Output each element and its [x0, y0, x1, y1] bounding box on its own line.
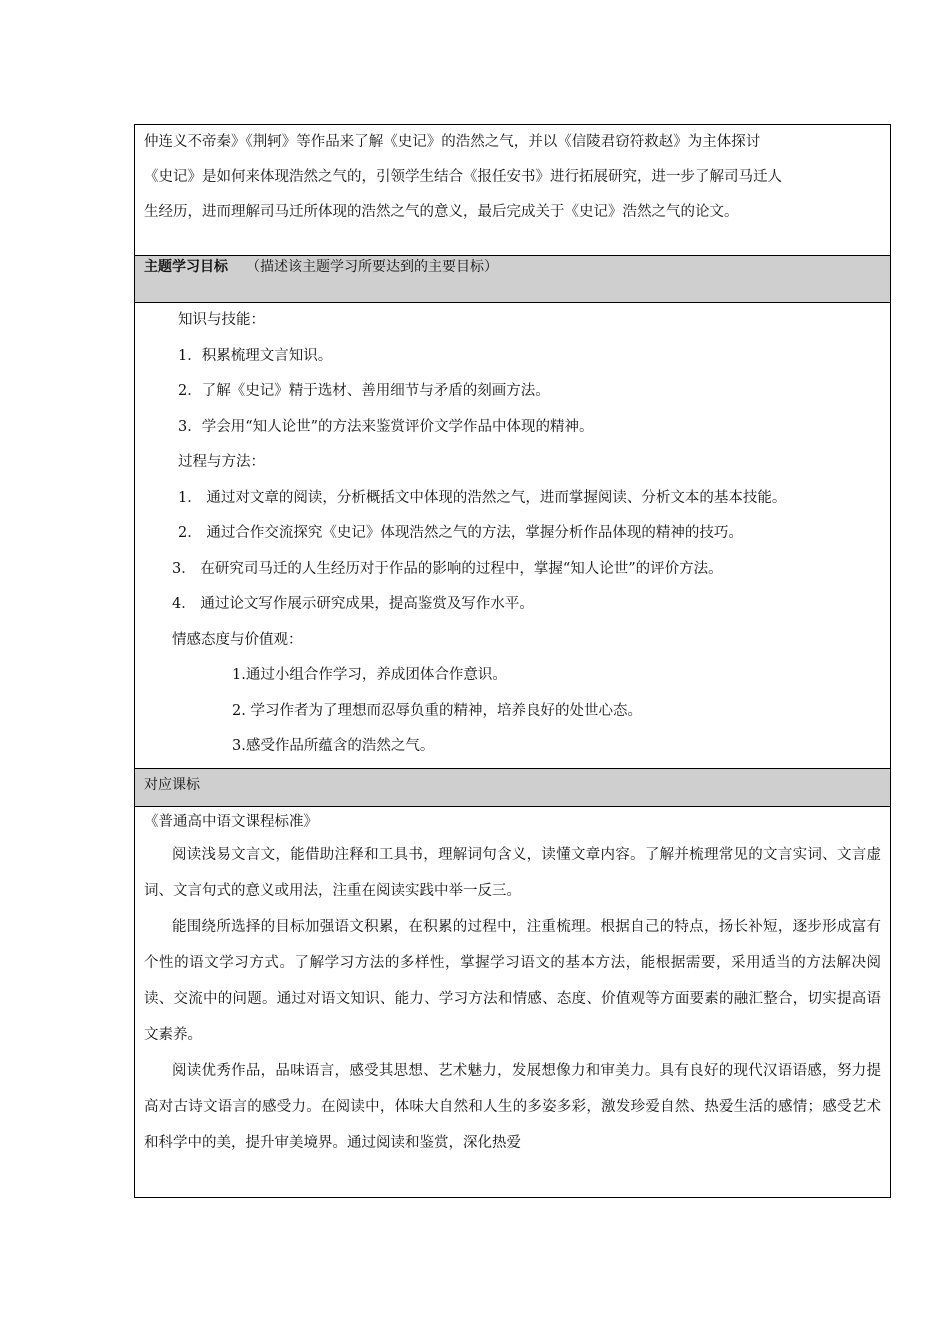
emotion-item: 1.通过小组合作学习，养成团体合作意识。	[232, 667, 507, 683]
process-item: 4． 通过论文写作展示研究成果，提高鉴赏及写作水平。	[172, 596, 534, 612]
standards-title: 对应课标	[144, 777, 200, 793]
process-item: 3． 在研究司马迁的人生经历对于作品的影响的过程中，掌握“知人论世”的评价方法。	[172, 560, 723, 577]
emotion-heading: 情感态度与价值观：	[172, 631, 303, 648]
emotion-item: 3.感受作品所蕴含的浩然之气。	[232, 738, 435, 754]
process-heading: 过程与方法：	[178, 454, 265, 470]
goals-header-row	[135, 256, 891, 303]
goals-content-cell	[135, 303, 891, 769]
intro-line: 《史记》是如何来体现浩然之气的，引领学生结合《报任安书》进行拓展研究，进一步了解司马迁人	[144, 169, 782, 185]
knowledge-heading: 知识与技能：	[178, 312, 265, 328]
goals-description: （描述该主题学习所要达到的主要目标）	[246, 259, 498, 275]
intro-cell	[135, 125, 891, 256]
knowledge-item: 1．积累梳理文言知识。	[178, 347, 333, 364]
emotion-item: 2. 学习作者为了理想而忍辱负重的精神，培养良好的处世心态。	[232, 702, 642, 719]
process-item: 1． 通过对文章的阅读，分析概括文中体现的浩然之气，进而掌握阅读、分析文本的基本技能。	[178, 489, 787, 506]
standards-content-cell	[135, 807, 891, 1198]
lesson-plan-table	[134, 124, 891, 1198]
knowledge-item: 3．学会用“知人论世”的方法来鉴赏评价文学作品中体现的精神。	[178, 418, 594, 435]
knowledge-item: 2．了解《史记》精于选材、善用细节与矛盾的刻画方法。	[178, 383, 550, 399]
standards-doc-title: 《普通高中语文课程标准》	[144, 814, 318, 830]
goals-title: 主题学习目标	[144, 259, 228, 275]
standards-header-row	[135, 769, 891, 807]
intro-line: 生经历，进而理解司马迁所体现的浩然之气的意义，最后完成关于《史记》浩然之气的论文。	[144, 204, 739, 220]
standards-paragraph: 阅读优秀作品，品味语言，感受其思想、艺术魅力，发展想像力和审美力。具有良好的现代汉语语感，努力提高对古诗文语言的感受力。在阅读中，体味大自然和人生的多姿多彩，激发珍爱自然、热爱生活的感情；感受艺术和科学中的美，提升审美境界。通过阅读和鉴赏，深化热爱	[144, 1063, 881, 1151]
standards-paragraph: 能围绕所选择的目标加强语文积累，在积累的过程中，注重梳理。根据自己的特点，扬长补短，逐步形成富有个性的语文学习方式。了解学习方法的多样性，掌握学习语文的基本方法，能根据需要，采用适当的方法解决阅读、交流中的问题。通过对语文知识、能力、学习方法和情感、态度、价值观等方面要素的融汇整合，切实提高语文素养。	[144, 919, 881, 1043]
process-item: 2． 通过合作交流探究《史记》体现浩然之气的方法，掌握分析作品体现的精神的技巧。	[178, 525, 743, 541]
standards-paragraph: 阅读浅易文言文，能借助注释和工具书，理解词句含义，读懂文章内容。了解并梳理常见的文言实词、文言虚词、文言句式的意义或用法，注重在阅读实践中举一反三。	[144, 847, 881, 899]
intro-line: 仲连义不帝秦》《荆轲》等作品来了解《史记》的浩然之气，并以《信陵君窃符救赵》为主体探讨	[144, 134, 761, 150]
